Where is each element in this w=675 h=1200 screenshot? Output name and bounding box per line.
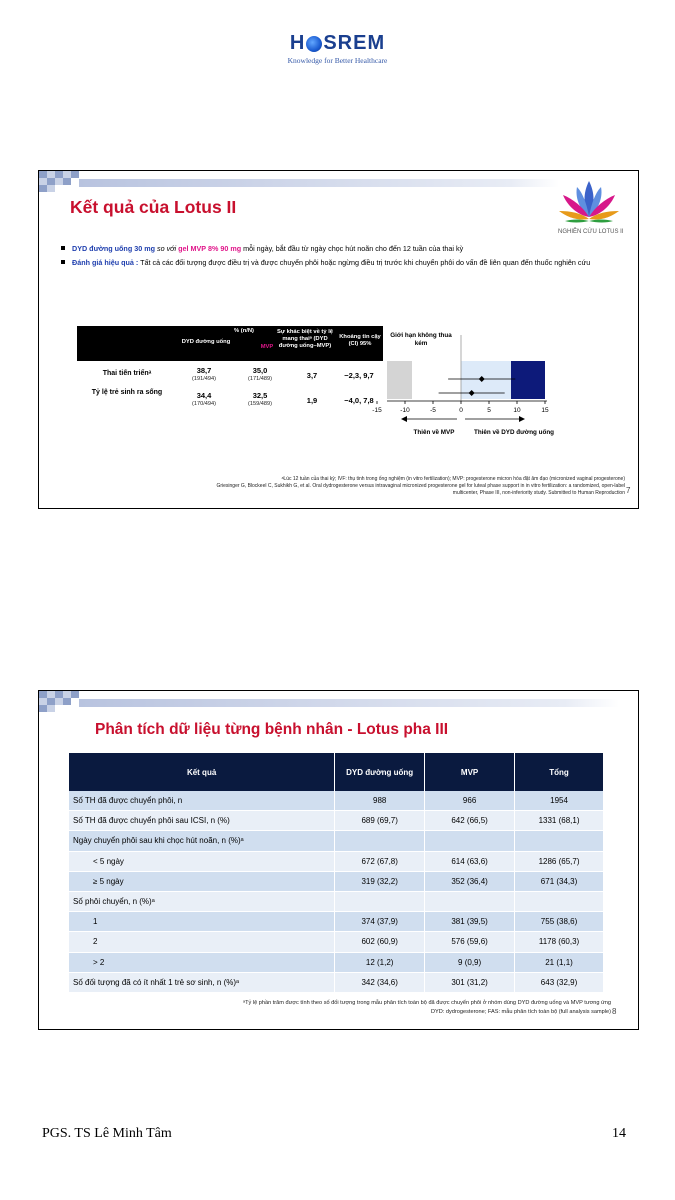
lotus-label: NGHIÊN CỨU LOTUS II: [558, 229, 624, 235]
col-header-dyd: DYD đường uống: [335, 753, 425, 791]
bullet-efficacy: Đánh giá hiệu quả : Tất cả các đối tượng được điều trị và được chuyển phôi hoặc ngừng điều trị trước khi chuyển phôi do vấn đề liên quan đến thuốc nghiên cứu: [61, 258, 621, 268]
table-row: ≥ 5 ngày 319 (32,2) 352 (36,4) 671 (34,3): [69, 871, 604, 891]
table-row: Số TH đã được chuyển phôi, n 988 966 1954: [69, 791, 604, 811]
arrow-left-icon: [401, 416, 407, 422]
bullet-marker: [61, 260, 65, 264]
mvp-value: 32,5: [252, 391, 268, 400]
hosrem-logo: [0, 32, 675, 65]
table-row: 2 602 (60,9) 576 (59,6) 1178 (60,3): [69, 932, 604, 952]
slide-top-bar: [79, 699, 619, 707]
dyd-favored-zone: [511, 361, 545, 399]
header-dyd: DYD đường uống: [181, 339, 231, 345]
axis-tick-label: -15: [372, 407, 382, 414]
axis-tick-label: -5: [430, 407, 436, 414]
dyd-count: (191/494): [192, 376, 216, 382]
axis-ticks: [372, 401, 549, 414]
mvp-count: (171/489): [248, 376, 272, 382]
slide-number: 8: [612, 1007, 617, 1016]
slide-pooled-analysis: [38, 690, 639, 1030]
row-label: Thai tiến triểnᵃ: [102, 370, 152, 377]
footnote-abbrev: ᵃLúc 12 tuần của thai kỳ; IVF: thụ tinh trong ống nghiệm (in vitro fertilization); MVP: progesterone micron hóa đặt âm đạo (micronized vaginal progesterone): [281, 476, 625, 482]
table-row: Số TH đã được chuyển phôi sau ICSI, n (%) 689 (69,7) 642 (66,5) 1331 (68,1): [69, 811, 604, 831]
favors-mvp-label: Thiên về MVP: [413, 429, 455, 436]
lotus-flower-icon: [557, 175, 621, 225]
footnote-ref-2: multicenter, Phase III, non-inferiority study. Submitted to Human Reproduction: [452, 490, 625, 496]
footnote-percent: ᵃTỷ lệ phần trăm được tính theo số đối tượng trong mẫu phân tích toàn bộ đã được chuyển phôi ở nhóm dùng DYD đường uống và MVP tương ứng: [243, 1000, 611, 1006]
forest-table-header: [77, 326, 383, 361]
header-mvp: MVP: [260, 344, 274, 350]
footnote-abbrev: DYD: dydrogesterone; FAS: mẫu phân tích toàn bộ (full analysis sample): [430, 1009, 611, 1015]
dyd-count: (170/494): [192, 401, 216, 407]
forest-plot: [372, 329, 559, 429]
slide-top-bar: [79, 179, 559, 187]
favors-dyd-label: Thiên về DYD đường uống: [473, 429, 555, 436]
logo-text-post: SREM: [323, 32, 386, 54]
slide-lotus-ii: [38, 170, 639, 509]
slide-number: 7: [626, 486, 631, 495]
table-row: > 2 12 (1,2) 9 (0,9) 21 (1,1): [69, 952, 604, 972]
table-row: Ngày chuyển phôi sau khi chọc hút noãn, n (%)ᵃ: [69, 831, 604, 851]
axis-tick-label: 5: [487, 407, 491, 414]
slide-title: Kết quả của Lotus II: [70, 197, 237, 217]
diff-value: 3,7: [306, 371, 318, 380]
noninferiority-label: Giới hạn không thua kém: [390, 332, 452, 347]
forest-rows: [77, 364, 383, 416]
row-label: Tỷ lệ trẻ sinh ra sống: [91, 389, 163, 396]
noninferiority-zone: [387, 361, 412, 399]
axis-tick-label: 15: [541, 407, 549, 414]
logo-text-pre: H: [289, 32, 306, 54]
bullet-treatment: DYD đường uống 30 mg so với gel MVP 8% 90 mg mỗi ngày, bắt đầu từ ngày chọc hút noãn cho đến 12 tuần của thai kỳ: [61, 244, 621, 254]
ci-value: −2,3, 9,7: [344, 371, 374, 380]
header-ci: Khoảng tin cậy (CI) 95%: [339, 334, 381, 347]
footnote-ref-1: Griesinger G, Blockeel C, Sukhikh G, et al. Oral dydrogesterone versus intravaginal micronized progesterone gel for luteal phase support in in vitro fertilization: a randomized, open-label: [216, 483, 625, 489]
header-group: % (n/N): [234, 328, 254, 334]
header-diff: Sự khác biệt về tỷ lệ mang thaiᵃ (DYD đường uống–MVP): [276, 329, 334, 349]
mvp-value: 35,0: [252, 366, 268, 375]
dyd-value: 38,7: [196, 366, 212, 375]
ci-value: −4,0, 7,8: [344, 396, 374, 405]
dyd-value: 34,4: [196, 391, 212, 400]
col-header-mvp: MVP: [425, 753, 515, 791]
table-row: Số phôi chuyển, n (%)ᵃ: [69, 891, 604, 911]
slide-title: Phân tích dữ liệu từng bệnh nhân - Lotus pha III: [95, 721, 449, 738]
col-header-outcome: Kết quả: [69, 753, 335, 791]
col-header-total: Tổng: [515, 753, 604, 791]
page-number: 14: [612, 1126, 626, 1141]
results-table: [69, 753, 604, 993]
table-row: < 5 ngày 672 (67,8) 614 (63,6) 1286 (65,7): [69, 851, 604, 871]
table-row: Số đối tượng đã có ít nhất 1 trẻ sơ sinh, n (%)ᵃ 342 (34,6) 301 (31,2) 643 (32,9): [69, 972, 604, 992]
bullet-marker: [61, 246, 65, 250]
arrow-right-icon: [519, 416, 525, 422]
axis-tick-label: -10: [400, 407, 410, 414]
table-row: 1 374 (37,9) 381 (39,5) 755 (38,6): [69, 912, 604, 932]
mvp-count: (159/489): [248, 401, 272, 407]
table-header-row: [69, 753, 604, 791]
footer-author: PGS. TS Lê Minh Tâm: [42, 1126, 172, 1141]
logo-tagline: Knowledge for Better Healthcare: [287, 56, 388, 65]
axis-tick-label: 10: [513, 407, 521, 414]
axis-tick-label: 0: [459, 407, 463, 414]
globe-icon: [306, 36, 322, 52]
diff-value: 1,9: [306, 396, 318, 405]
